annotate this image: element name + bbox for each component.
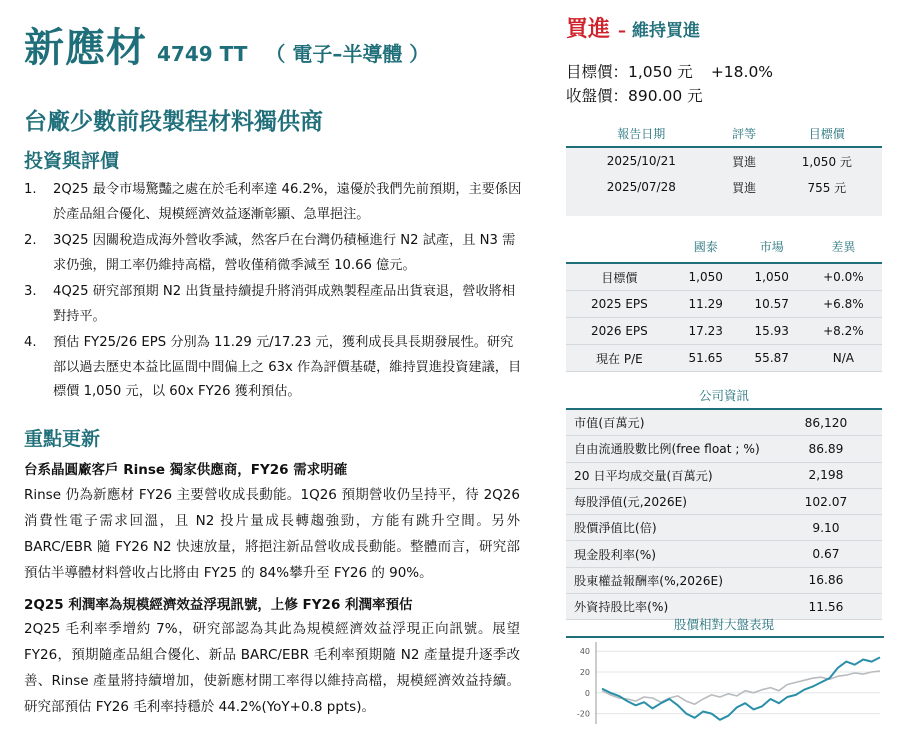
chart-svg <box>566 638 884 728</box>
table-row: 每股淨值(元,2026E) 102.07 <box>566 488 882 514</box>
update-paragraph-1: Rinse 仍為新應材 FY26 主要營收成長動能。1Q26 預期營收仍呈持平，待 2Q26 消費性電子需求回溫，且 N2 投片量成長轉趨強勁，方能有跳升空間。另外 BARC/EBR 隨 FY26 N2 快速放量，將挹注新品營收成長動能。整體而言，研究部預估半導體材料營收占比將由 FY25 的 84%攀升至 FY26 的 90%。 <box>24 487 520 581</box>
column-header: 市場 <box>739 230 805 263</box>
table-row: 自由流通股數比例(free float ; %) 86.89 <box>566 436 882 462</box>
table-row: 股東權益報酬率(%,2026E) 16.86 <box>566 567 882 593</box>
close-price: 收盤價：890.00 元 <box>566 87 703 105</box>
rating: 買進 <box>566 17 611 42</box>
rating-line <box>566 12 700 43</box>
updates-section-title: 重點更新 <box>24 428 101 450</box>
update-paragraph-2: 2Q25 毛利率季增約 7%，研究部認為其此為規模經濟效益浮現正向訊號。展望 FY26，預期隨產品組合優化、新品 BARC/EBR 毛利率預期隨 N2 產量提升逐季改善、Rinse 產量將持續增加，使新應材開工率得以維持高檔，規模經濟效益持續。研究部預估 FY26 毛利率持穩於 44.2%(YoY+0.8 ppts)。 <box>24 621 520 715</box>
target-price-line <box>566 60 773 82</box>
update-subheading-1: 台系晶圓廠客戶 Rinse 獨家供應商，FY26 需求明確 <box>24 462 348 478</box>
y-tick-label: 20 <box>579 668 590 677</box>
table-row: 市值(百萬元) 86,120 <box>566 409 882 436</box>
column-header: 目標價 <box>772 120 882 147</box>
series-line-market <box>602 671 880 704</box>
list-item: 4. 預估 FY25/26 EPS 分別為 11.29 元/17.23 元，獲利成長具長期發展性。研究部以過去歷史本益比區間中間偏上之 63x 作為評價基礎，維持買進投資建議，目標價 1,050 元，以 60x FY26 獲利預估。 <box>24 335 522 399</box>
relative-performance-chart <box>566 636 884 728</box>
company-name: 新應材 <box>24 25 147 71</box>
column-header: 報告日期 <box>566 120 717 147</box>
y-tick-label: 0 <box>584 688 590 698</box>
table-row: 現在 P/E 51.65 55.87 N/A <box>566 345 882 372</box>
company-info-table <box>566 408 882 620</box>
title-block <box>24 16 429 73</box>
ticker: 4749 TT <box>157 42 248 66</box>
column-header: 國泰 <box>673 230 739 263</box>
update-subheading-2: 2Q25 利潤率為規模經濟效益浮現訊號，上修 FY26 利潤率預估 <box>24 597 413 613</box>
rating-note: 維持買進 <box>632 21 701 41</box>
investment-section-title: 投資與評價 <box>24 150 120 172</box>
series-line-stock <box>602 657 880 719</box>
table-row: 2025/07/28 買進 755 元 <box>566 174 882 200</box>
rating-history-table <box>566 120 882 200</box>
list-item: 2. 3Q25 因關稅造成海外營收季減，然客戶在台灣仍積極進行 N2 試產，且 N3 需求仍強，開工率仍維持高檔，營收僅稍微季減至 10.66 億元。 <box>24 233 516 273</box>
table-row: 2025/10/21 買進 1,050 元 <box>566 147 882 174</box>
y-tick-label: -20 <box>576 709 590 719</box>
column-header: 評等 <box>717 120 772 147</box>
target-price: 目標價：1,050 元 <box>566 63 693 81</box>
y-tick-label: 40 <box>579 647 590 657</box>
target-upside: +18.0% <box>710 63 774 81</box>
company-info-title: 公司資訊 <box>698 388 749 403</box>
table-separator <box>566 194 882 216</box>
list-item: 1. 2Q25 最令市場驚豔之處在於毛利率達 46.2%，遠優於我們先前預期，主要係因於產品組合優化、規模經濟效益逐漸彰顯、急單挹注。 <box>24 182 522 222</box>
investment-list <box>24 178 524 407</box>
table-row: 20 日平均成交量(百萬元) 2,198 <box>566 462 882 488</box>
table-row: 2025 EPS 11.29 10.57 +6.8% <box>566 291 882 318</box>
sector: （ 電子–半導體 ） <box>265 42 430 66</box>
estimate-comparison-table <box>566 230 882 372</box>
column-header: 差異 <box>805 230 882 263</box>
table-row: 股價淨值比(倍) 9.10 <box>566 515 882 541</box>
rating-dash: – <box>618 21 627 40</box>
list-item: 3. 4Q25 研究部預期 N2 出貨量持續提升將消弭成熟製程產品出貨衰退，營收將相對持平。 <box>24 284 516 324</box>
chart-title: 股價相對大盤表現 <box>673 617 774 632</box>
table-row: 目標價 1,050 1,050 +0.0% <box>566 263 882 291</box>
table-row: 外資持股比率(%) 11.56 <box>566 594 882 620</box>
report-headline: 台廠少數前段製程材料獨供商 <box>24 109 323 135</box>
column-header <box>566 230 673 263</box>
table-row: 現金股利率(%) 0.67 <box>566 541 882 567</box>
table-row: 2026 EPS 17.23 15.93 +8.2% <box>566 318 882 345</box>
